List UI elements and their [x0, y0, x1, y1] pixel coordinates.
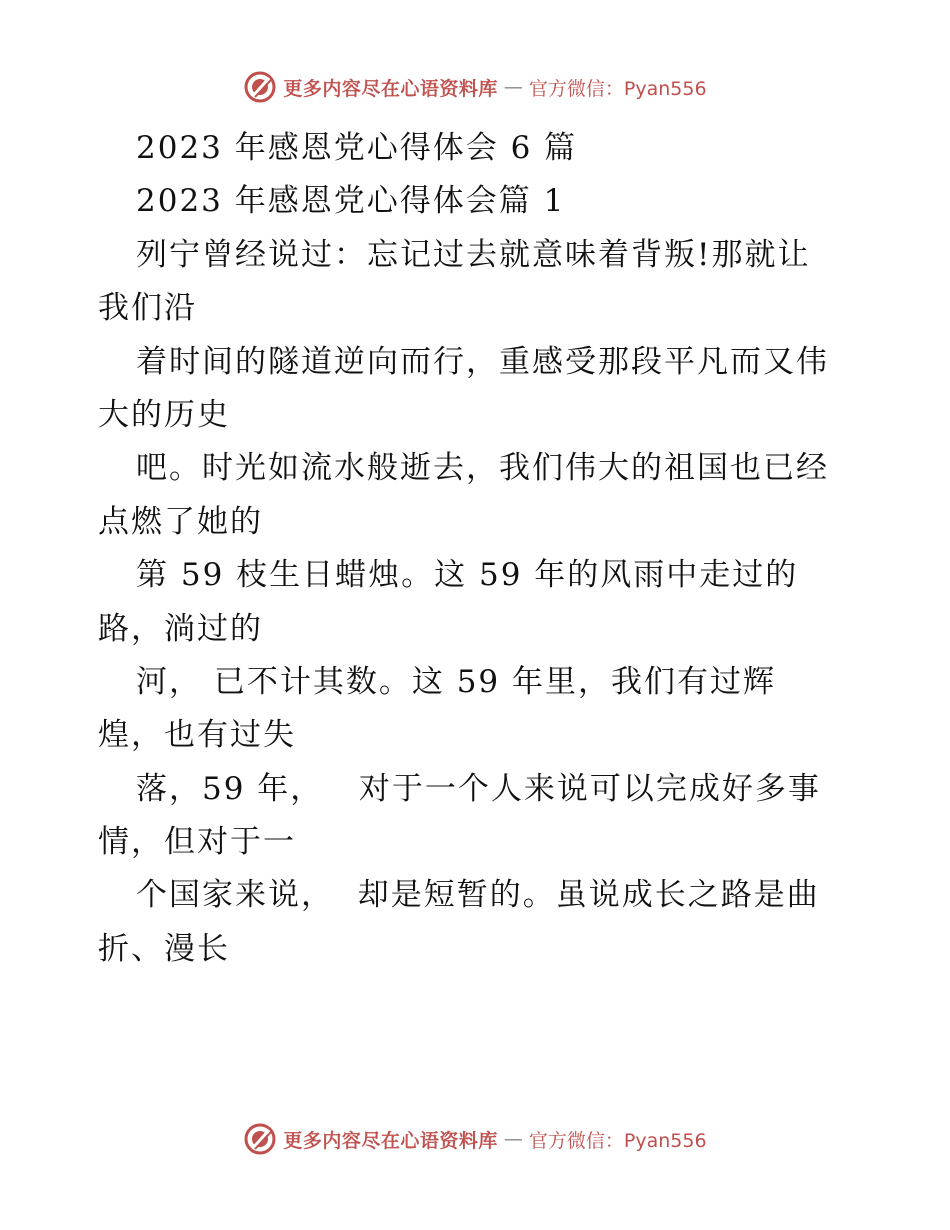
banner-contact: 官方微信：Pyan556 — [528, 77, 707, 100]
section-heading: 2023 年感恩党心得体会篇 1 — [136, 183, 566, 220]
body-line: 折、漫长 — [98, 930, 230, 967]
body-line: 个国家来说， 却是短暂的。虽说成长之路是曲 — [136, 877, 820, 914]
body-line: 吧。时光如流水般逝去，我们伟大的祖国也已经 — [136, 450, 829, 487]
body-line: 落，59 年， 对于一个人来说可以完成好多事 — [136, 770, 821, 807]
body-line: 我们沿 — [98, 290, 197, 327]
document-title: 2023 年感恩党心得体会 6 篇 — [136, 130, 578, 166]
body-lines — [98, 229, 858, 976]
body-line: 着时间的隧道逆向而行，重感受那段平凡而又伟 — [136, 343, 829, 380]
red-seal-logo-icon — [243, 1122, 277, 1156]
footer-banner — [0, 1122, 950, 1156]
body-line: 大的历史 — [98, 396, 230, 433]
body-line: 路，淌过的 — [98, 610, 263, 647]
banner-text: 更多内容尽在心语资料库 — [283, 1129, 498, 1152]
body-line: 第 59 枝生日蜡烛。这 59 年的风雨中走过的 — [136, 557, 799, 594]
body-line: 煌，也有过失 — [98, 717, 296, 754]
body-line: 点燃了她的 — [98, 503, 263, 540]
header-banner — [0, 70, 950, 104]
banner-contact: 官方微信：Pyan556 — [528, 1129, 707, 1152]
body-line: 情，但对于一 — [98, 824, 296, 861]
red-seal-logo-icon — [243, 70, 277, 104]
banner-dash: — — [503, 76, 523, 98]
banner-text: 更多内容尽在心语资料库 — [283, 77, 498, 100]
body-line: 河， 已不计其数。这 59 年里，我们有过辉 — [136, 663, 777, 700]
banner-dash: — — [503, 1128, 523, 1150]
document-body — [98, 122, 858, 976]
body-line: 列宁曾经说过：忘记过去就意味着背叛!那就让 — [136, 236, 811, 273]
